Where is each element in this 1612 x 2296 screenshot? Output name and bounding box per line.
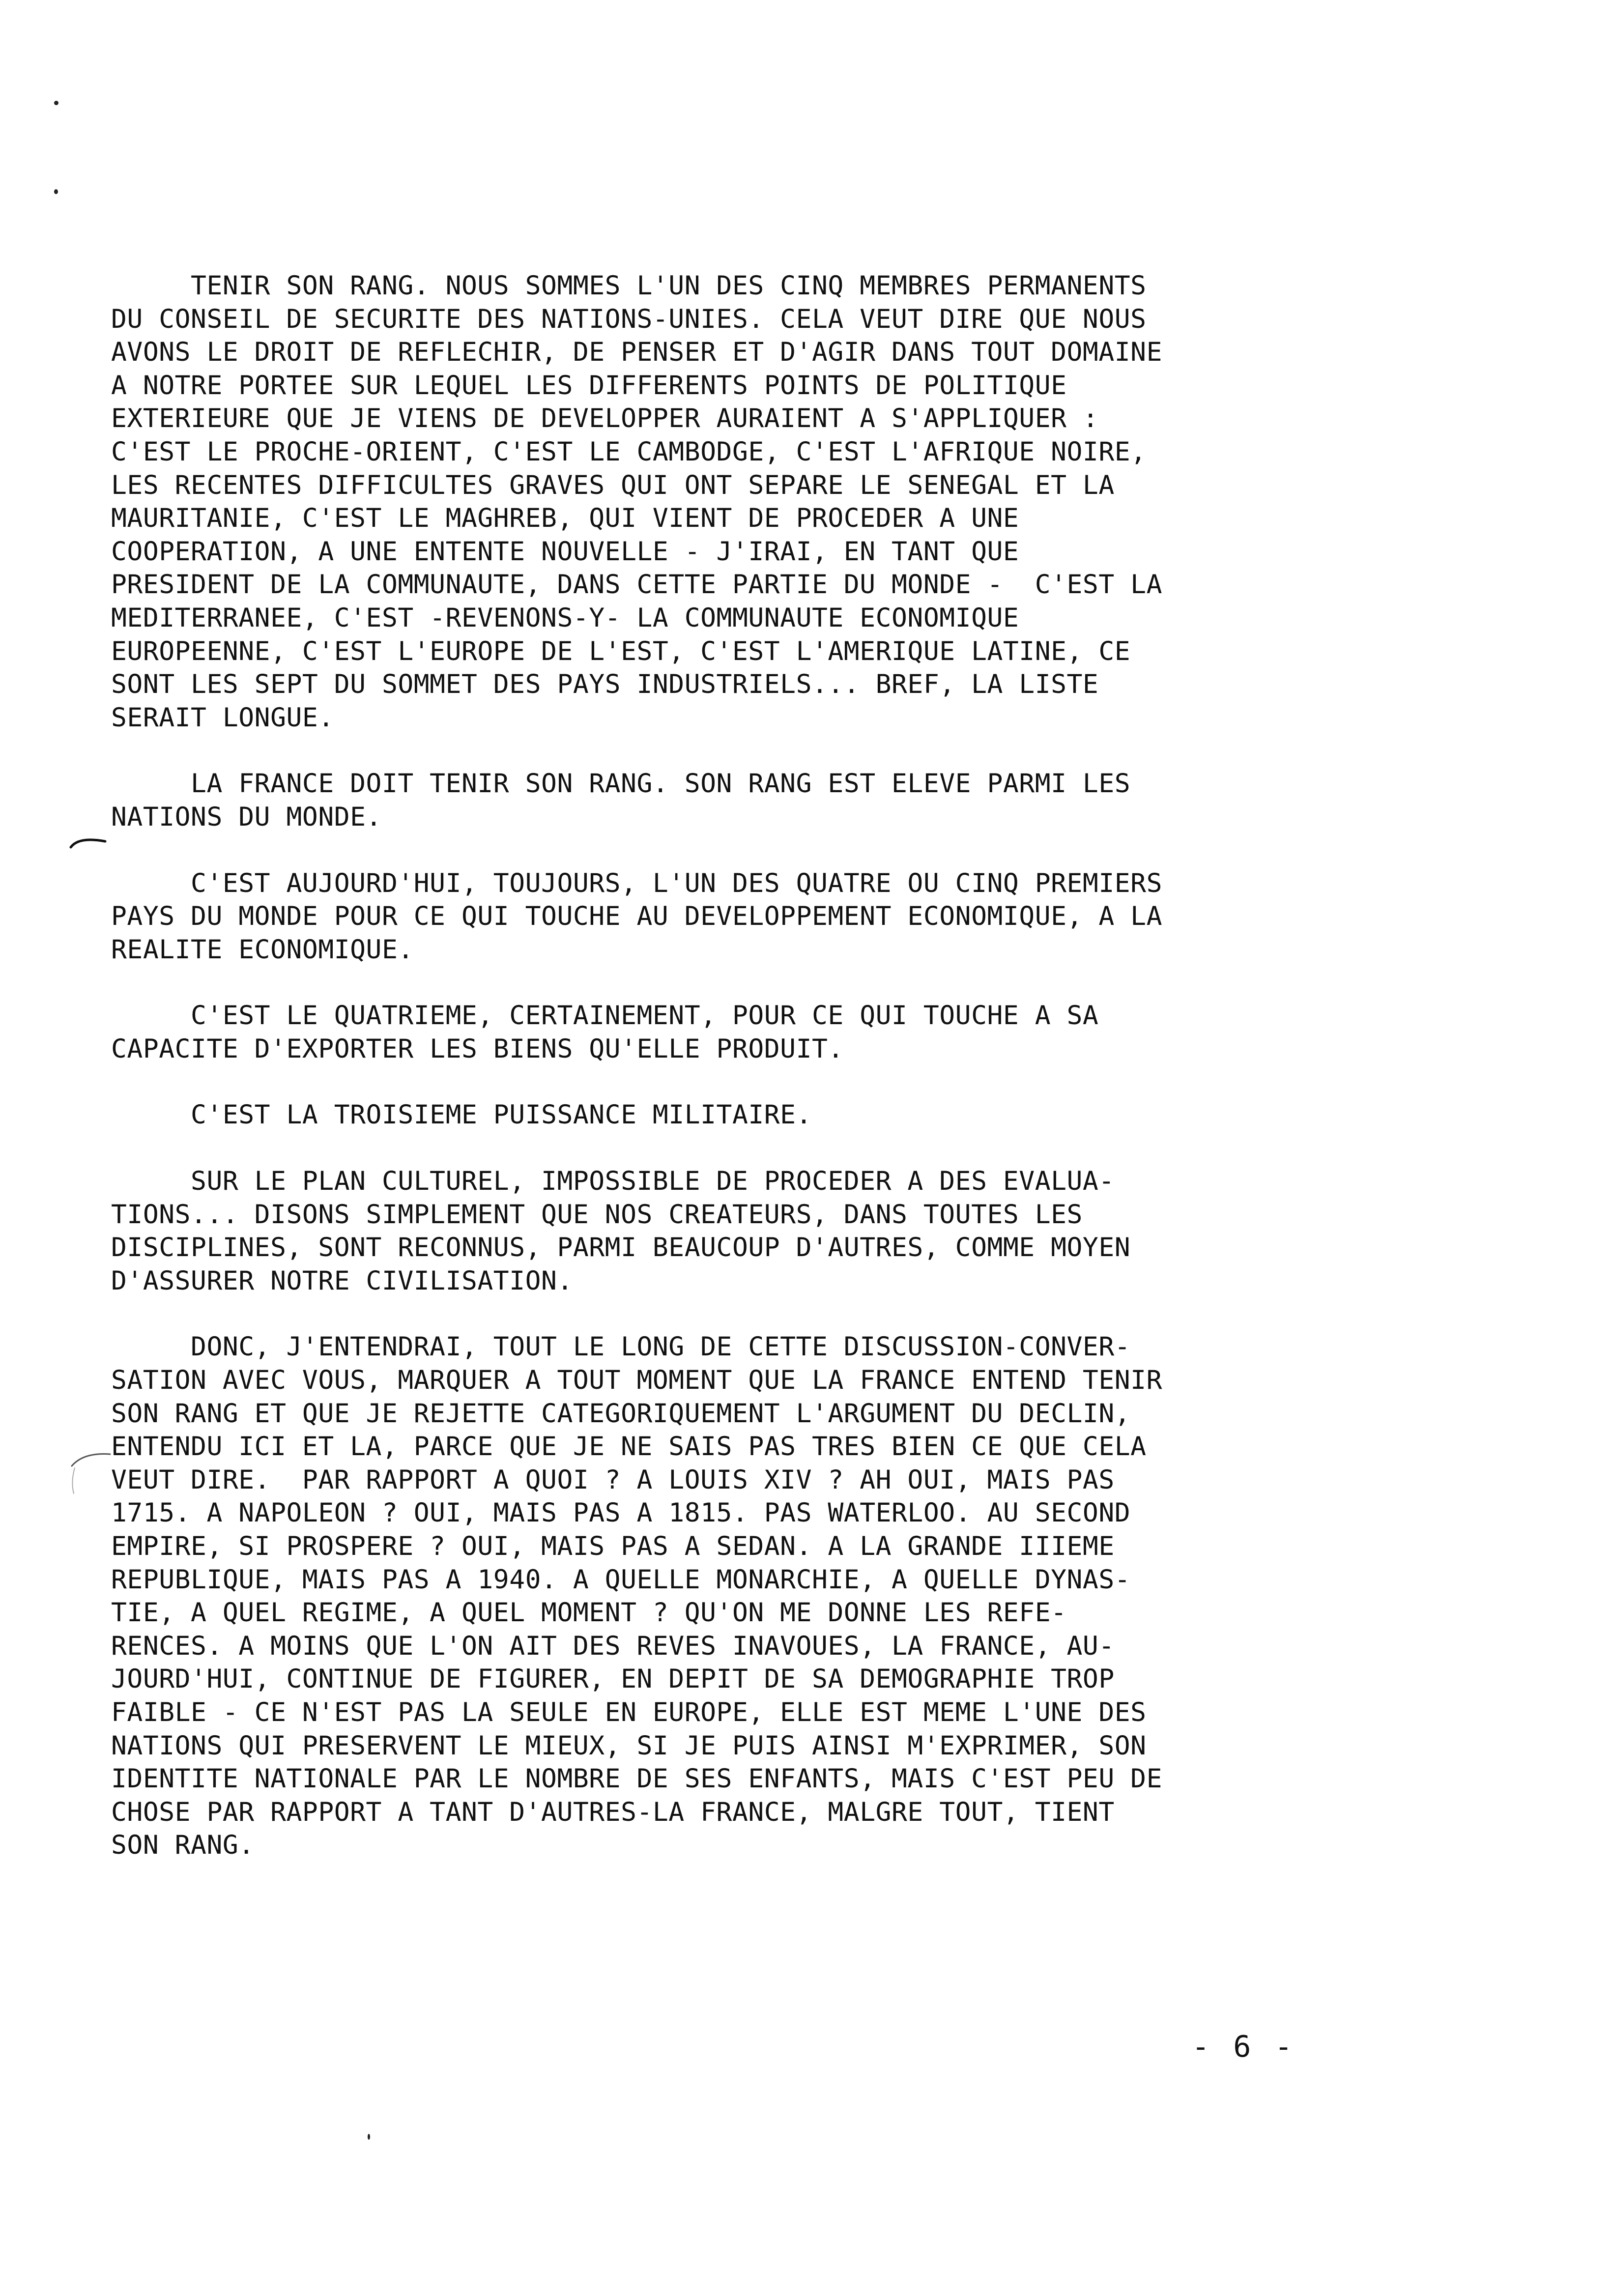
text-line: PAYS DU MONDE POUR CE QUI TOUCHE AU DEVELOPPEMENT ECONOMIQUE, A LA [111, 901, 1162, 932]
paragraph [111, 1330, 1364, 1862]
text-line: PRESIDENT DE LA COMMUNAUTE, DANS CETTE PARTIE DU MONDE - C'EST LA [111, 570, 1162, 600]
text-line: MEDITERRANEE, C'EST -REVENONS-Y- LA COMMUNAUTE ECONOMIQUE [111, 603, 1019, 633]
text-line: MAURITANIE, C'EST LE MAGHREB, QUI VIENT DE PROCEDER A UNE [111, 503, 1019, 534]
text-line: A NOTRE PORTEE SUR LEQUEL LES DIFFERENTS POINTS DE POLITIQUE [111, 370, 1067, 401]
paragraph [111, 867, 1364, 967]
text-line: TIONS... DISONS SIMPLEMENT QUE NOS CREATEURS, DANS TOUTES LES [111, 1199, 1083, 1230]
text-line: SON RANG ET QUE JE REJETTE CATEGORIQUEMENT L'ARGUMENT DU DECLIN, [111, 1398, 1131, 1429]
text-line: DU CONSEIL DE SECURITE DES NATIONS-UNIES. CELA VEUT DIRE QUE NOUS [111, 304, 1147, 334]
text-line: D'ASSURER NOTRE CIVILISATION. [111, 1265, 573, 1296]
text-line: NATIONS QUI PRESERVENT LE MIEUX, SI JE PUIS AINSI M'EXPRIMER, SON [111, 1730, 1147, 1761]
body-text [111, 269, 1364, 1895]
text-line: CAPACITE D'EXPORTER LES BIENS QU'ELLE PRODUIT. [111, 1033, 844, 1064]
text-line: DISCIPLINES, SONT RECONNUS, PARMI BEAUCOUP D'AUTRES, COMME MOYEN [111, 1233, 1131, 1263]
text-line: C'EST LE PROCHE-ORIENT, C'EST LE CAMBODGE, C'EST L'AFRIQUE NOIRE, [111, 436, 1147, 467]
page-number: - 6 - [1192, 2030, 1295, 2064]
paragraph [111, 767, 1364, 833]
text-line: REALITE ECONOMIQUE. [111, 934, 414, 965]
text-line: DONC, J'ENTENDRAI, TOUT LE LONG DE CETTE DISCUSSION-CONVER- [111, 1332, 1131, 1362]
text-line: ENTENDU ICI ET LA, PARCE QUE JE NE SAIS PAS TRES BIEN CE QUE CELA [111, 1432, 1147, 1462]
text-line: EMPIRE, SI PROSPERE ? OUI, MAIS PAS A SEDAN. A LA GRANDE IIIEME [111, 1531, 1115, 1561]
text-line: AVONS LE DROIT DE REFLECHIR, DE PENSER ET D'AGIR DANS TOUT DOMAINE [111, 337, 1162, 368]
text-line: SON RANG. [111, 1830, 255, 1861]
text-line: C'EST AUJOURD'HUI, TOUJOURS, L'UN DES QUATRE OU CINQ PREMIERS [111, 868, 1162, 898]
text-line: TIE, A QUEL REGIME, A QUEL MOMENT ? QU'ON ME DONNE LES REFE- [111, 1598, 1067, 1628]
scan-speck [368, 2134, 370, 2140]
text-line: JOURD'HUI, CONTINUE DE FIGURER, EN DEPIT DE SA DEMOGRAPHIE TROP [111, 1664, 1115, 1694]
text-line: LA FRANCE DOIT TENIR SON RANG. SON RANG EST ELEVE PARMI LES [111, 769, 1131, 799]
paragraph [111, 999, 1364, 1065]
scan-speck [54, 101, 58, 105]
text-line: COOPERATION, A UNE ENTENTE NOUVELLE - J'IRAI, EN TANT QUE [111, 536, 1019, 567]
text-line: CHOSE PAR RAPPORT A TANT D'AUTRES-LA FRANCE, MALGRE TOUT, TIENT [111, 1797, 1115, 1827]
text-line: NATIONS DU MONDE. [111, 802, 382, 832]
text-line: C'EST LE QUATRIEME, CERTAINEMENT, POUR CE QUI TOUCHE A SA [111, 1001, 1099, 1031]
text-line: EXTERIEURE QUE JE VIENS DE DEVELOPPER AURAIENT A S'APPLIQUER : [111, 403, 1099, 434]
text-line: SERAIT LONGUE. [111, 702, 334, 733]
paragraph [111, 1165, 1364, 1297]
text-line: REPUBLIQUE, MAIS PAS A 1940. A QUELLE MONARCHIE, A QUELLE DYNAS- [111, 1564, 1131, 1595]
text-line: SONT LES SEPT DU SOMMET DES PAYS INDUSTRIELS... BREF, LA LISTE [111, 669, 1099, 700]
text-line: VEUT DIRE. PAR RAPPORT A QUOI ? A LOUIS XIV ? AH OUI, MAIS PAS [111, 1464, 1115, 1495]
text-line: EUROPEENNE, C'EST L'EUROPE DE L'EST, C'EST L'AMERIQUE LATINE, CE [111, 636, 1131, 666]
text-line: 1715. A NAPOLEON ? OUI, MAIS PAS A 1815. PAS WATERLOO. AU SECOND [111, 1498, 1131, 1528]
scan-speck [54, 189, 58, 194]
text-line: SATION AVEC VOUS, MARQUER A TOUT MOMENT QUE LA FRANCE ENTEND TENIR [111, 1365, 1162, 1396]
paragraph [111, 269, 1364, 734]
text-line: SUR LE PLAN CULTUREL, IMPOSSIBLE DE PROCEDER A DES EVALUA- [111, 1166, 1115, 1197]
paragraph [111, 1098, 1364, 1132]
text-line: LES RECENTES DIFFICULTES GRAVES QUI ONT SEPARE LE SENEGAL ET LA [111, 470, 1115, 500]
text-line: IDENTITE NATIONALE PAR LE NOMBRE DE SES ENFANTS, MAIS C'EST PEU DE [111, 1764, 1162, 1794]
text-line: FAIBLE - CE N'EST PAS LA SEULE EN EUROPE, ELLE EST MEME L'UNE DES [111, 1697, 1147, 1727]
margin-pen-mark [69, 1442, 113, 1496]
text-line: C'EST LA TROISIEME PUISSANCE MILITAIRE. [111, 1100, 812, 1130]
text-line: RENCES. A MOINS QUE L'ON AIT DES REVES INAVOUES, LA FRANCE, AU- [111, 1631, 1115, 1661]
text-line: TENIR SON RANG. NOUS SOMMES L'UN DES CINQ MEMBRES PERMANENTS [111, 271, 1147, 301]
margin-pen-mark [69, 831, 108, 850]
